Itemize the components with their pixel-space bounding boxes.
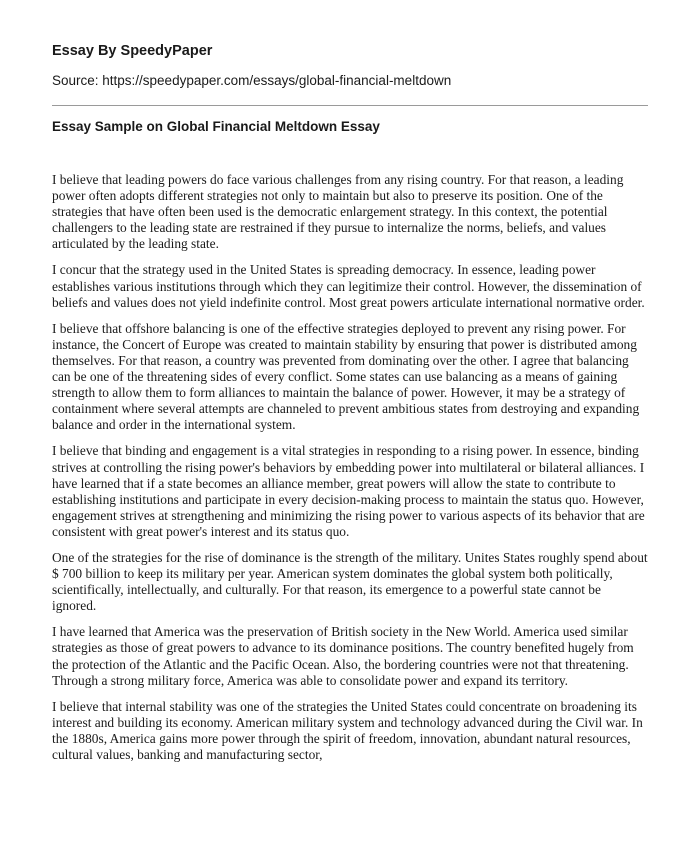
paragraph: One of the strategies for the rise of dominance is the strength of the military. Unites States roughly spend about $ 700 billion to keep its military per year. American system dominates the global system both politically, scientifically, intellectually, and culturally. For that reason, its emergence to a powerful state cannot be ignored. (52, 549, 648, 614)
source-line: Source: https://speedypaper.com/essays/global-financial-meltdown (52, 73, 452, 88)
site-title: Essay By SpeedyPaper (52, 43, 213, 59)
essay-title: Essay Sample on Global Financial Meltdown Essay (52, 119, 380, 134)
paragraph: I have learned that America was the preservation of British society in the New World. America used similar strategies as those of great powers to advance to its dominance positions. The country benefited hugely from the protection of the Atlantic and the Pacific Ocean. Also, the bordering countries were not that threatening. Through a strong military force, America was able to consolidate power and expand its territory. (52, 624, 634, 688)
essay-body (52, 172, 648, 763)
paragraph: I concur that the strategy used in the United States is spreading democracy. In essence, leading power establishes various institutions through which they can legitimize their control. However, the dissemination of beliefs and values does not yield indefinite control. Most great powers articulate international normative order. (52, 262, 645, 310)
paragraph: I believe that offshore balancing is one of the effective strategies deployed to prevent any rising power. For instance, the Concert of Europe was created to maintain stability by ensuring that power is distributed among themselves. For that reason, a country was prevented from dominating over the other. I agree that balancing can be one of the threatening sides of every conflict. Some states can use balancing as a means of gaining strength to allow them to form alliances to maintain the balance of power. However, it may be a strategy of containment where several attempts are channeled to prevent ambitious states from destroying and expanding balance and order in the international system. (52, 320, 640, 433)
header-divider (52, 105, 648, 106)
paragraph: I believe that internal stability was one of the strategies the United States could concentrate on broadening its interest and building its economy. American military system and technology advanced during the Civil war. In the 1880s, America gains more power through the spirit of freedom, innovation, abundant natural resources, cultural values, banking and manufacturing sector, (52, 698, 643, 762)
paragraph: I believe that binding and engagement is a vital strategies in responding to a rising power. In essence, binding strives at controlling the rising power's behaviors by embedding power into multilateral or bilateral alliances. I have learned that if a state becomes an alliance member, great powers will allow the state to contribute to establishing institutions and participate in every decision-making process to maintain the status quo. However, engagement strives at strengthening and minimizing the rising power to various aspects of its behavior that are consistent with great power's interest and its status quo. (52, 443, 645, 539)
paragraph: I believe that leading powers do face various challenges from any rising country. For that reason, a leading power often adopts different strategies not only to maintain but also to preserve its position. One of the strategies that have often been used is the democratic enlargement strategy. In this context, the potential challengers to the leading state are restrained if they pursue to internalize the norms, beliefs, and values articulated by the leading state. (52, 172, 624, 252)
